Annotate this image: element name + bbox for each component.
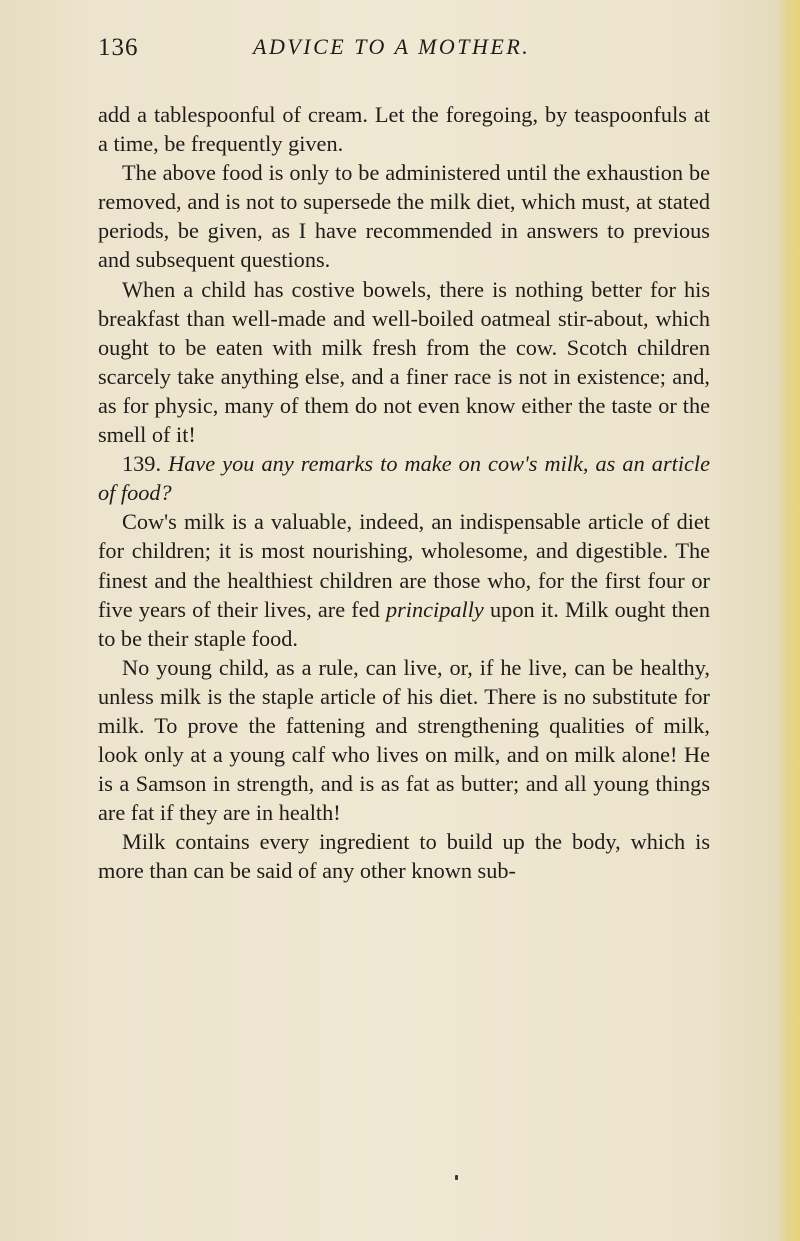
page-edge xyxy=(778,0,800,1241)
paragraph xyxy=(98,507,710,652)
question-139 xyxy=(98,449,710,507)
question-number: 139. xyxy=(122,451,162,477)
paragraph: When a child has costive bowels, there is nothing better for his breakfast than well-made and well-boiled oatmeal stir-about, which ought to be eaten with milk fresh from the cow. Scotch children scarcely take anything else, and a finer race is not in existence; and, as for physic, many of them do not even know either the taste or the smell of it! xyxy=(98,276,710,448)
emphasis-principally: principally xyxy=(385,596,484,622)
page-number: 136 xyxy=(98,34,139,61)
paragraph: add a tablespoonful of cream. Let the foregoing, by teaspoonfuls at a time, be frequently given. xyxy=(98,102,710,157)
question-text: Have you any remarks to make on cow's milk, as an article of food? xyxy=(98,451,711,506)
body-text xyxy=(98,100,710,886)
paragraph: The above food is only to be administered until the exhaustion be removed, and is not to supersede the milk diet, which must, at stated periods, be given, as I have recommended in answers to previous and subsequent questions. xyxy=(98,160,710,273)
paragraph: No young child, as a rule, can live, or, if he live, can be healthy, unless milk is the staple article of his diet. There is no substitute for milk. To prove the fattening and strengthening qualities of milk, look only at a young calf who lives on milk, and on milk alone! He is a Samson in strength, and is as fat as butter; and all young things are fat if they are in health! xyxy=(98,654,710,826)
print-speck xyxy=(455,1175,458,1180)
paragraph: Milk contains every ingredient to build up the body, which is more than can be said of any other known sub- xyxy=(98,829,710,884)
running-head: ADVICE TO A MOTHER. xyxy=(253,34,531,59)
text-run: Cow's milk is a valuable, indeed, an indispensable article of diet for children; it is most nourishing, wholesome, and digestible. The finest and the healthiest children are those who, for the first four or five years of their lives, are fed xyxy=(98,509,710,622)
text-run: upon it. Milk ought then to be their staple food. xyxy=(98,596,710,651)
page-header xyxy=(98,34,708,74)
